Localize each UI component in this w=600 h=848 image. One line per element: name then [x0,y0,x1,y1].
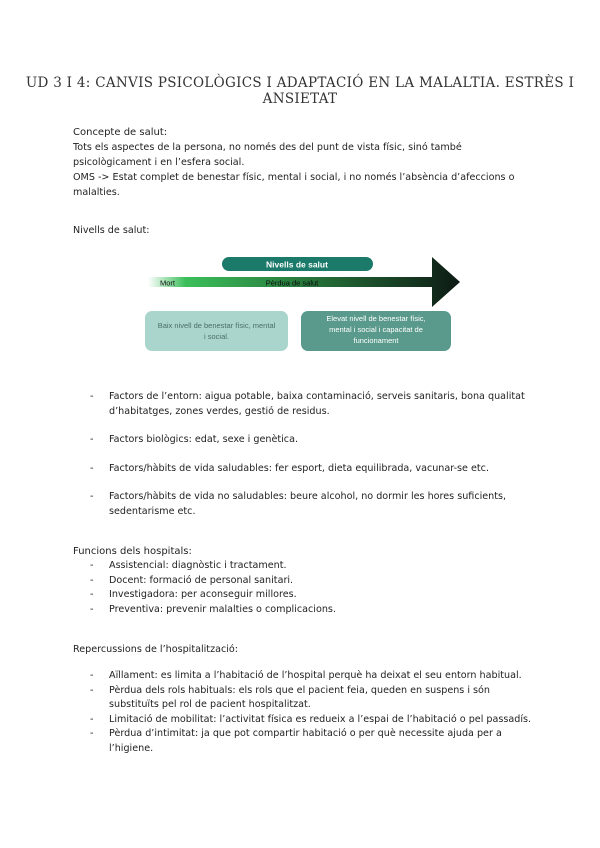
repercussion-line: - Limitació de mobilitat: l’activitat física es redueix a l’espai de l’habitació o pel passadís. [109,713,532,725]
low-wellbeing-text: Baix nivell de benestar físic, mental [157,321,276,330]
health-loss-label: Pèrdua de salut [265,278,319,288]
list-item [73,713,533,728]
repercussion-line: - Pèrdua d’intimitat: ja que pot compartir habitació o per què necessite ajuda per a [109,728,502,739]
concept-line: psicològicament i en l’esfera social. [73,157,245,168]
low-wellbeing-box [145,311,288,351]
concept-heading: Concepte de salut: [73,127,168,138]
list-item [73,727,533,756]
factor-line: d’habitatges, zones verdes, gestió de residus. [109,405,330,417]
concept-section [73,125,533,200]
high-wellbeing-text: Elevat nivell de benestar físic, [326,314,426,323]
repercussions-heading: Repercussions de l’hospitalització: [73,644,239,655]
low-wellbeing-text: i social. [203,332,230,341]
levels-heading: Nivells de salut: [73,225,150,236]
list-item: - Assistencial: diagnòstic i tractament. [73,559,533,574]
factor-line: sedentarisme etc. [109,505,196,517]
oms-definition-line: OMS -> Estat complet de benestar físic, mental i social, i no només l’absència d’afeccions o [73,172,515,183]
concept-line: Tots els aspectes de la persona, no només des del punt de vista físic, sinó també [73,142,462,153]
page-title: UD 3 I 4: CANVIS PSICOLÒGICS I ADAPTACIÓ EN LA MALALTIA. ESTRÈS I ANSIETAT [25,75,575,107]
high-wellbeing-text: funcionament [353,336,399,345]
hospitals-section [73,544,533,617]
high-wellbeing-text: mental i social i capacitat de [329,325,423,334]
list-item [73,490,533,519]
list-item: - Docent: formació de personal sanitari. [73,574,533,589]
list-item [73,462,533,477]
factor-line: - Factors/hàbits de vida no saludables: beure alcohol, no dormir les hores suficients, [109,491,507,502]
list-item [73,433,533,448]
factor-line: - Factors biològics: edat, sexe i genètica. [109,434,299,445]
banner-label: Nivells de salut [266,259,328,270]
factor-line: - Factors de l’entorn: aigua potable, baixa contaminació, serveis sanitaris, bona qualitat [109,391,525,402]
list-item [73,669,533,684]
factor-line: - Factors/hàbits de vida saludables: fer esport, dieta equilibrada, vacunar-se etc. [109,462,489,474]
repercussion-line: - Pèrdua dels rols habituals: els rols que el pacient feia, queden en suspens i són [109,684,491,696]
repercussions-section [73,669,533,756]
repercussion-line: - Aïllament: es limita a l’habitació de l’hospital perquè ha deixat el seu entorn habitual. [109,670,522,681]
factors-section [73,390,533,519]
hospitals-heading: Funcions dels hospitals: [73,546,192,557]
list-item: - Preventiva: prevenir malalties o complicacions. [73,603,533,618]
repercussion-line: substituïts pel rol de pacient hospitalitzat. [109,699,311,710]
repercussion-line: l’higiene. [109,742,154,754]
oms-definition-line: malalties. [73,187,120,198]
health-levels-diagram [144,255,462,355]
list-item: - Investigadora: per aconseguir millores. [73,588,533,603]
list-item [73,390,533,419]
list-item [73,684,533,713]
death-label: Mort [160,278,175,288]
